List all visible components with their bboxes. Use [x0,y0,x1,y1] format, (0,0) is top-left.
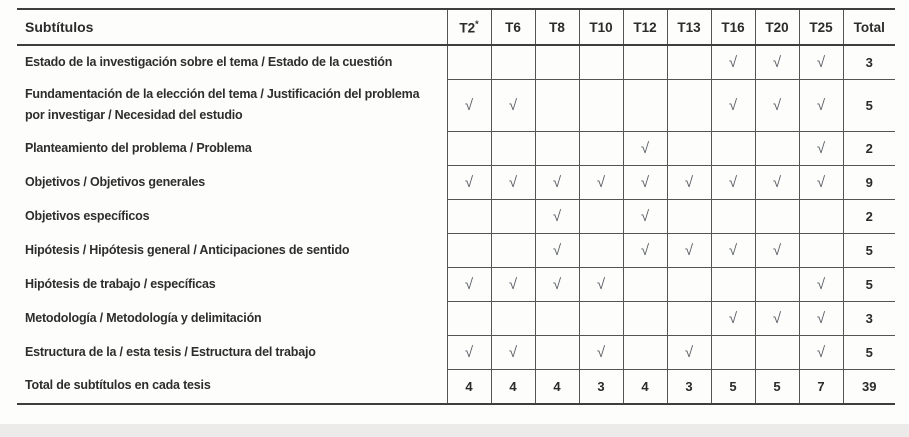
check-mark-cell: √ [799,45,843,79]
empty-cell [535,45,579,79]
check-mark-cell: √ [535,166,579,200]
table-row [17,166,895,200]
empty-cell [667,302,711,336]
row-total: 3 [843,45,895,79]
table-row [17,45,895,79]
empty-cell [623,45,667,79]
table-row [17,234,895,268]
check-mark-cell: √ [667,336,711,370]
table-row [17,336,895,370]
empty-cell [711,132,755,166]
check-mark-cell: √ [579,166,623,200]
column-total: 3 [579,370,623,404]
column-total: 4 [491,370,535,404]
row-total: 5 [843,79,895,132]
empty-cell [579,132,623,166]
check-mark-cell: √ [491,268,535,302]
empty-cell [711,268,755,302]
row-label: Hipótesis / Hipótesis general / Anticipaciones de sentido [25,242,350,257]
check-mark-cell: √ [535,268,579,302]
check-mark-cell: √ [711,302,755,336]
check-mark-cell: √ [447,268,491,302]
check-mark-cell: √ [755,79,799,132]
row-total: 5 [843,268,895,302]
row-label: Objetivos específicos [25,208,150,223]
row-total: 2 [843,132,895,166]
row-total: 2 [843,200,895,234]
row-label: Metodología / Metodología y delimitación [25,310,262,325]
column-total: 4 [535,370,579,404]
row-total: 5 [843,234,895,268]
check-mark-cell: √ [447,166,491,200]
column-total: 4 [623,370,667,404]
check-mark-cell: √ [447,79,491,132]
empty-cell [755,268,799,302]
empty-cell [623,336,667,370]
empty-cell [799,234,843,268]
row-total: 3 [843,302,895,336]
empty-cell [623,79,667,132]
check-mark-cell: √ [711,234,755,268]
column-header-t10: T10 [579,9,623,45]
empty-cell [447,234,491,268]
empty-cell [579,45,623,79]
empty-cell [755,132,799,166]
column-header-t12: T12 [623,9,667,45]
grand-total: 39 [843,370,895,404]
check-mark-cell: √ [535,234,579,268]
empty-cell [535,79,579,132]
subtitles-frequency-table [17,8,895,405]
check-mark-cell: √ [447,336,491,370]
check-mark-cell: √ [799,132,843,166]
empty-cell [579,302,623,336]
footnote-asterisk: * [475,18,479,29]
empty-cell [447,132,491,166]
empty-cell [447,45,491,79]
check-mark-cell: √ [579,336,623,370]
column-header-t13: T13 [667,9,711,45]
table-row [17,268,895,302]
empty-cell [667,200,711,234]
subtitles-table-container [17,8,895,405]
row-label: Estructura de la / esta tesis / Estructura del trabajo [25,344,316,359]
empty-cell [667,132,711,166]
table-header [17,9,895,45]
empty-cell [579,79,623,132]
column-header-total: Total [843,9,895,45]
check-mark-cell: √ [711,166,755,200]
column-total: 7 [799,370,843,404]
empty-cell [755,336,799,370]
empty-cell [711,200,755,234]
check-mark-cell: √ [623,166,667,200]
empty-cell [447,302,491,336]
check-mark-cell: √ [491,166,535,200]
empty-cell [491,302,535,336]
row-label: Objetivos / Objetivos generales [25,174,205,189]
check-mark-cell: √ [755,166,799,200]
column-total: 5 [711,370,755,404]
empty-cell [623,268,667,302]
check-mark-cell: √ [579,268,623,302]
row-label: Hipótesis de trabajo / específicas [25,276,216,291]
totals-row-label: Total de subtítulos en cada tesis [17,370,447,404]
check-mark-cell: √ [755,302,799,336]
check-mark-cell: √ [799,302,843,336]
table-row [17,132,895,166]
check-mark-cell: √ [667,166,711,200]
empty-cell [491,234,535,268]
check-mark-cell: √ [799,336,843,370]
empty-cell [535,336,579,370]
totals-row [17,370,895,404]
empty-cell [667,45,711,79]
row-total: 5 [843,336,895,370]
empty-cell [623,302,667,336]
check-mark-cell: √ [491,336,535,370]
table-body [17,45,895,404]
check-mark-cell: √ [711,79,755,132]
check-mark-cell: √ [667,234,711,268]
column-header-t16: T16 [711,9,755,45]
row-label: Estado de la investigación sobre el tema / Estado de la cuestión [25,54,393,69]
column-header-t2: T2* [447,9,491,45]
check-mark-cell: √ [711,45,755,79]
empty-cell [667,268,711,302]
check-mark-cell: √ [623,200,667,234]
column-total: 5 [755,370,799,404]
empty-cell [799,200,843,234]
column-header-t20: T20 [755,9,799,45]
column-header-subtitulos: Subtítulos [17,9,447,45]
row-total: 9 [843,166,895,200]
empty-cell [491,45,535,79]
empty-cell [491,132,535,166]
column-header-t6: T6 [491,9,535,45]
table-row [17,200,895,234]
column-header-t25: T25 [799,9,843,45]
row-label: Planteamiento del problema / Problema [25,140,252,155]
empty-cell [579,200,623,234]
check-mark-cell: √ [755,45,799,79]
column-header-t8: T8 [535,9,579,45]
check-mark-cell: √ [623,234,667,268]
empty-cell [535,132,579,166]
page-bottom-shading [0,424,909,437]
check-mark-cell: √ [535,200,579,234]
empty-cell [491,200,535,234]
check-mark-cell: √ [799,166,843,200]
check-mark-cell: √ [799,268,843,302]
empty-cell [755,200,799,234]
empty-cell [447,200,491,234]
empty-cell [579,234,623,268]
empty-cell [667,79,711,132]
check-mark-cell: √ [799,79,843,132]
check-mark-cell: √ [491,79,535,132]
check-mark-cell: √ [623,132,667,166]
row-label: Fundamentación de la elección del tema / Justificación del problema por investigar / Necesidad del estudio [25,87,420,123]
empty-cell [711,336,755,370]
header-row [17,9,895,45]
empty-cell [535,302,579,336]
table-row [17,302,895,336]
column-total: 3 [667,370,711,404]
table-row [17,79,895,132]
column-total: 4 [447,370,491,404]
check-mark-cell: √ [755,234,799,268]
